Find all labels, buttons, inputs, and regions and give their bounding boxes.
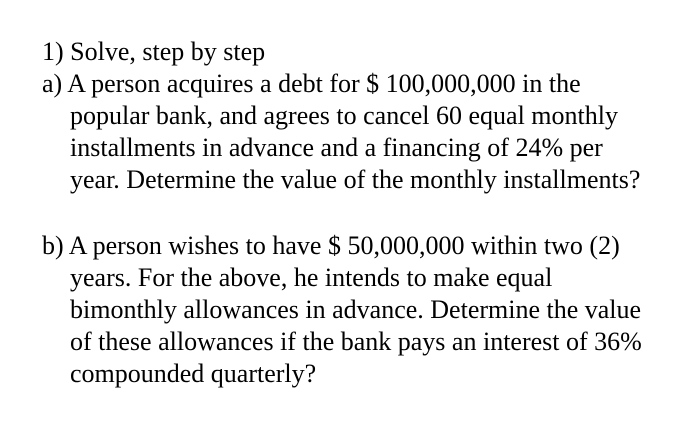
part-b-line-5: compounded quarterly?: [70, 359, 317, 388]
part-a-line-3: installments in advance and a financing of 24% per: [70, 133, 603, 162]
part-b-line-4: of these allowances if the bank pays an interest of 36%: [70, 327, 642, 356]
part-a-line-1: a) A person acquires a debt for $ 100,000,000 in the: [42, 69, 581, 98]
problem-heading: 1) Solve, step by step: [42, 37, 266, 66]
part-a-line-4: year. Determine the value of the monthly installments?: [70, 165, 641, 194]
part-a-line-2: popular bank, and agrees to cancel 60 equal monthly: [70, 101, 618, 130]
part-b-line-3: bimonthly allowances in advance. Determine the value: [70, 295, 642, 324]
part-b-line-2: years. For the above, he intends to make equal: [70, 263, 553, 292]
part-b-line-1: b) A person wishes to have $ 50,000,000 within two (2): [42, 231, 620, 260]
